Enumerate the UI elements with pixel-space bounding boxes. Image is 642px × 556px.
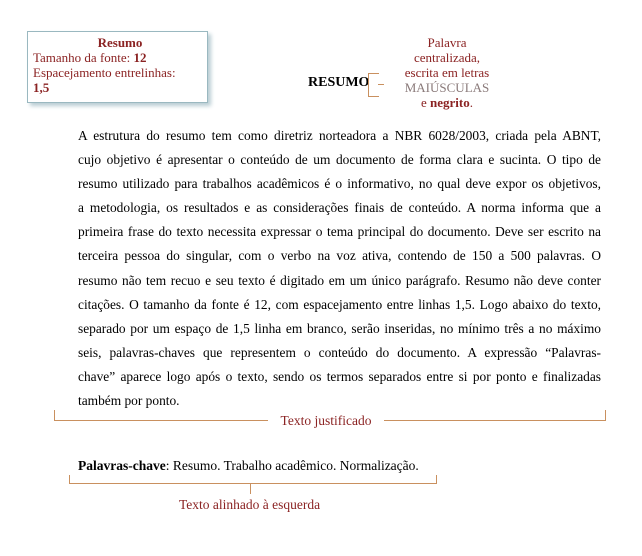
font-spec-box	[27, 31, 208, 103]
summary-line: resumo utilizado para trabalhos acadêmicos é o informativo, no qual deve expor os objetivos,	[78, 176, 601, 192]
summary-line: também por ponto.	[78, 393, 180, 409]
keywords-label: Palavras-chave	[78, 458, 166, 473]
summary-line: chave” aparece logo após o texto, sendo os termos separados entre si por ponto e finalizadas	[78, 368, 601, 384]
keywords-text: : Resumo. Trabalho acadêmico. Normalização.	[165, 458, 419, 473]
summary-line: A estrutura do resumo tem como diretriz norteadora a NBR 6028/2003, criada pela ABNT,	[78, 128, 601, 143]
summary-line: a metodologia, os resultados e as considerações finais de conteúdo. A norma informa que a	[78, 200, 601, 216]
justified-bracket-bottom-left	[54, 420, 268, 421]
keywords-bracket	[69, 475, 437, 484]
summary-heading: RESUMO	[308, 75, 370, 90]
summary-line: cujo objetivo é apresentar o conteúdo de um documento de forma clara e sucinta. O tipo de	[78, 152, 601, 168]
summary-line: terceira pessoa do singular, com o verbo na voz ativa, contendo de 150 a 500 palavras. O	[78, 248, 601, 264]
justified-caption: Texto justificado	[280, 413, 372, 428]
summary-line: primeira frase do texto necessita expressar o tema principal do documento. Deve ser escrito na	[78, 224, 601, 240]
left-aligned-caption: Texto alinhado à esquerda	[179, 497, 321, 512]
heading-bracket	[368, 73, 379, 97]
font-spec-title: Resumo	[97, 35, 143, 50]
justified-bracket-left	[54, 410, 55, 420]
keywords-line	[78, 458, 419, 474]
font-size-spec: Tamanho da fonte: 12	[33, 50, 147, 65]
summary-line: separado por um espaço de 1,5 linha em branco, serão inseridas, no mínimo três a no máximo	[78, 320, 601, 336]
heading-annotation: Palavra centralizada, escrita em letras MAIÚSCULAS e negrito.	[404, 35, 490, 110]
summary-line: seis, palavras-chaves que representem o conteúdo do documento. A expressão “Palavras-	[78, 344, 601, 360]
font-size-value: 12	[133, 50, 147, 65]
keywords-bracket-stem	[250, 484, 251, 494]
summary-line: citações. O tamanho da fonte é 12, com espacejamento entre linhas 1,5. Logo abaixo do texto,	[78, 296, 601, 312]
justified-bracket-right	[605, 410, 606, 420]
summary-body	[78, 124, 601, 413]
line-spacing-spec-label: Espacejamento entrelinhas:	[33, 65, 176, 80]
justified-bracket-bottom-right	[384, 420, 606, 421]
summary-line: resumo não tem recuo e seu texto é digitado em um único parágrafo. Resumo não deve conter	[78, 272, 601, 288]
line-spacing-value: 1,5	[33, 80, 50, 95]
